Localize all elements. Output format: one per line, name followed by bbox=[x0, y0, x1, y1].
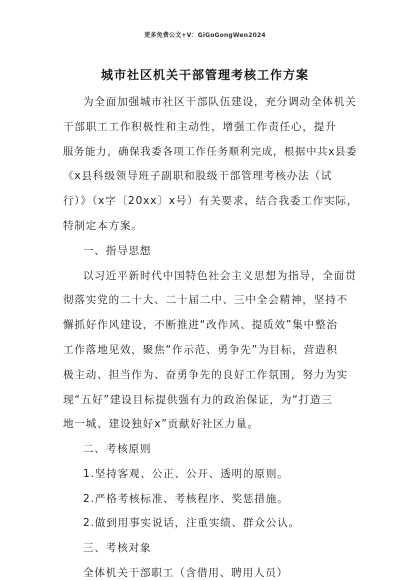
header-note: 更多免费公文+V：GiGoGongWen2024 bbox=[144, 32, 266, 39]
list-item: 1.坚持客观、公正、公开、透明的原则。 bbox=[83, 467, 289, 480]
document-title: 城市社区机关干部管理考核工作方案 bbox=[100, 68, 309, 82]
paragraph-line: 全体机关干部职工（含借用、聘用人员） bbox=[83, 567, 289, 579]
paragraph-line: 特制定本方案。 bbox=[63, 219, 143, 232]
paragraph-line: 彻落实党的二十大、二十届二中、三中全会精神，坚持不 bbox=[63, 294, 348, 307]
paragraph-line: 干部职工工作积极性和主动性，增强工作责任心，提升 bbox=[63, 120, 337, 133]
list-item: 2.严格考核标准、考核程序、奖惩措施。 bbox=[83, 492, 289, 505]
paragraph-line: 懈抓好作风建设，不断推进“改作风、提质效”集中整治 bbox=[63, 319, 338, 332]
section-heading: 二、考核原则 bbox=[83, 443, 152, 456]
paragraph-line: 服务能力，确保我委各项工作任务顺利完成，根据中共x县委 bbox=[63, 145, 358, 158]
paragraph-line: 行）》（x字〔20xx〕x号）有关要求，结合我委工作实际， bbox=[63, 195, 359, 208]
paragraph-line: 为全面加强城市社区干部队伍建设，充分调动全体机关 bbox=[83, 96, 357, 108]
section-heading: 一、指导思想 bbox=[83, 244, 152, 257]
paragraph-line: 现“五好”建设目标提供强有力的政治保证，为“打造三 bbox=[63, 393, 333, 406]
section-heading: 三、考核对象 bbox=[83, 542, 152, 555]
paragraph-line: 极主动、担当作为、奋勇争先的良好工作氛围，努力为实 bbox=[63, 368, 348, 381]
paragraph-line: 地一城、建设独好x”贡献好社区力量。 bbox=[63, 418, 259, 431]
paragraph-line: 以习近平新时代中国特色社会主义思想为指导，全面贯 bbox=[83, 269, 357, 282]
paragraph-line: 工作落地见效，聚焦“作示范、勇争先”为目标，营造积 bbox=[63, 343, 338, 356]
paragraph-line: 《x县科级领导班子副职和股级干部管理考核办法（试 bbox=[63, 170, 333, 183]
list-item: 2.做到用事实说话，注重实绩、群众公认。 bbox=[83, 517, 301, 530]
